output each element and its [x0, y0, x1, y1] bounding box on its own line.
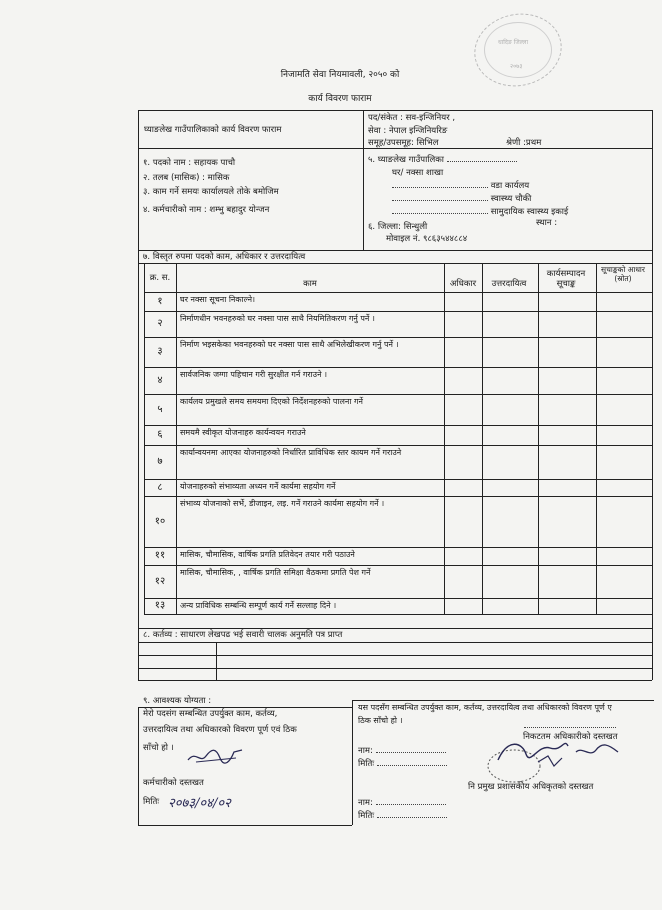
duties-row-line — [144, 445, 652, 446]
working-hours: ३. काम गर्ने समयः कार्यालयले तोके बमोजिम — [143, 187, 279, 197]
section7-heading: ७. विस्तृत रुपमा पदको काम, अधिकार र उत्तरदायित्व — [143, 252, 306, 262]
section8-top — [138, 628, 652, 629]
employee-statement-3: साँचो हो । — [143, 743, 174, 753]
office-name: ५. घ्याङलेख गाउँपालिका — [368, 156, 517, 166]
duty-row-work: मासिक, चौमासिक, वार्षिक प्रगति प्रतिवेदन तयार गरी पठाउने — [180, 550, 355, 559]
duty-row-sn: ४ — [157, 374, 163, 386]
duties-row-line — [144, 496, 652, 497]
supervisor-sign-dots — [524, 722, 616, 732]
section9-heading: ९. आवश्यक योग्यता : — [143, 696, 212, 706]
table-left-border — [138, 110, 139, 680]
supervisor-date-label: मितिः — [358, 760, 447, 770]
duty-row-work: मासिक, चौमासिक, , वार्षिक प्रगति समिक्षा वैठकमा प्रगति पेश गर्ने — [180, 568, 371, 577]
duties-row-line — [144, 614, 652, 615]
duties-col-line-4 — [538, 263, 539, 614]
form-title: घ्याङलेख गाउँपालिकाको कार्य विवरण फाराम — [144, 125, 282, 135]
post-name: १. पदको नाम : सहायक पाचौ — [143, 158, 236, 168]
seal-text-2: २०७३ — [510, 63, 523, 70]
duty-row-sn: १ — [157, 295, 163, 307]
section8-divider — [216, 642, 217, 680]
duties-col-line-1 — [176, 263, 177, 614]
duty-row-sn: ११ — [154, 550, 166, 561]
form-header-line2: कार्य विवरण फाराम — [308, 94, 372, 104]
title-cell-bottom — [138, 148, 363, 149]
table-mid-divider-top — [363, 110, 364, 250]
chief-name-label: नाम: — [358, 799, 446, 809]
employee-statement-1: मेरो पदसंग सम्बन्धित उपर्युक्त काम, कर्तव्य, — [143, 709, 278, 719]
duty-row-work: अन्य प्राविधिक सम्बन्धि सम्पूर्ण कार्य गर्ने सल्लाह दिने । — [180, 601, 337, 610]
chief-signature — [478, 732, 638, 788]
service-name: सेवा : नेपाल इन्जिनियरिङ — [368, 126, 448, 136]
duties-row-line — [144, 425, 652, 426]
section7-heading-bottom — [138, 263, 652, 264]
employee-signature — [186, 744, 246, 768]
employee-date-label: मितिः — [143, 797, 160, 807]
duties-col-line-3 — [482, 263, 483, 614]
col-header-work: काम — [303, 279, 317, 289]
seal-text-1: धादिङ जिल्ला — [498, 39, 529, 46]
col-header-sn: क्र. स. — [149, 273, 171, 283]
duties-row-line — [144, 311, 652, 312]
district: ६. जिल्ला: सिन्धुली — [368, 222, 428, 232]
col-header-authority: अधिकार — [449, 279, 477, 289]
duty-row-sn: ७ — [157, 456, 163, 467]
duties-row-line — [144, 598, 652, 599]
table-top-border — [138, 110, 652, 111]
branch-name: घर/ नक्सा शाखा — [392, 168, 444, 178]
duty-row-sn: १० — [154, 515, 166, 527]
chief-date-label: मितिः — [358, 812, 447, 822]
duty-row-sn: १३ — [154, 600, 166, 611]
community-health-unit: सामुदायिक स्वास्थ्य इकाई — [392, 208, 568, 218]
duties-col-line-2 — [444, 263, 445, 614]
duty-row-work: निर्माणधीन भवनहरुको घर नक्सा पास साथै नियमितिकरण गर्नु पर्ने । — [180, 314, 375, 323]
section8-heading: ८. कर्तव्य : साधारण लेखपढ भई सवारी चालक अनुमति पत्र प्राप्त — [143, 630, 343, 640]
col-header-responsibility: उत्तरदायित्व — [491, 279, 527, 289]
post-designation: पद/संकेत : सव-इन्जिनियर , — [368, 113, 456, 123]
section9-right-top — [352, 700, 654, 701]
duties-row-line — [144, 337, 652, 338]
employee-statement-2: उत्तरदायित्व तथा अधिकारको विवरण पूर्ण एवं ठिक — [143, 725, 297, 735]
duty-row-work: कार्यान्वयनमा आएका योजनाहरुको निर्धारित प्राविधिक स्तर कायम गर्ने गराउने — [180, 448, 402, 457]
section9-divider — [352, 700, 353, 825]
duty-row-work: कार्यलय प्रमुखले समय समयमा दिएको निर्देशनहरुको पालना गर्ने — [180, 397, 363, 406]
section8-bottom — [138, 680, 652, 681]
duty-row-work: योजनाहरुको संभाव्यता अध्यन गर्ने कार्यमा सहयोग गर्ने — [180, 482, 336, 491]
duties-row-line — [144, 394, 652, 395]
chief-sign-label: नि प्रमुख प्रशासकीय अधिकृतको दस्तखत — [468, 782, 594, 792]
salary: २. तलब (मासिक) : मासिक — [143, 173, 230, 183]
form-header-line1: निजामति सेवा नियमावली, २०५० को — [280, 70, 400, 80]
duties-col-line-6 — [652, 263, 653, 614]
col-header-source: सूचाङ्कको आधार (स्रोत) — [601, 265, 645, 283]
duties-row-line — [144, 479, 652, 480]
class-level: श्रेणी :प्रथम — [506, 138, 542, 148]
duties-row-line — [144, 547, 652, 548]
section9-left-border — [138, 707, 139, 825]
duties-header-bottom — [144, 292, 652, 293]
duties-col-line-5 — [596, 263, 597, 614]
duty-row-work: सार्वजनिक जग्गा पहिचान गरी सुरक्षीत गर्न गराउने । — [180, 370, 328, 379]
duty-row-work: घर नक्सा सूचना निकाल्ने। — [180, 295, 256, 304]
duty-row-sn: १२ — [154, 575, 166, 587]
duties-row-line — [144, 565, 652, 566]
ward-office: वडा कार्यलय — [392, 182, 529, 192]
duty-row-sn: ८ — [157, 481, 163, 493]
col-header-indicator: कार्यसम्पादन सूचाङ्क — [546, 269, 586, 289]
group-subgroup: समूह/उपसमूह: सिभिल — [368, 138, 439, 148]
duty-row-work: निर्माण भइसकेका भवनहरुको घर नक्सा पास साथै अभिलेखीकरण गर्नु पर्ने । — [180, 340, 399, 349]
employee-sign-label: कर्मचारीको दस्तखत — [143, 778, 204, 788]
duty-row-sn: ५ — [157, 403, 163, 415]
place: स्थान : — [536, 218, 558, 228]
section9-left-top — [138, 707, 352, 708]
duty-row-sn: ६ — [157, 429, 163, 440]
duty-row-sn: २ — [157, 318, 163, 329]
supervisor-statement-2: ठिक साँचो हो । — [358, 716, 403, 725]
duty-row-work: संभाव्य योजनाको सर्भे, डीजाइन, लइ. गर्ने गराउने कार्यमा सहयोग गर्ने । — [180, 499, 385, 508]
info-section-bottom — [138, 250, 652, 251]
employee-date-value: २०७३/०४/०२ — [168, 796, 231, 811]
duty-row-sn: ३ — [157, 346, 163, 357]
employee-name: ४. कर्मचारीको नाम : शम्भु बहादुर योन्जन — [143, 205, 270, 215]
health-post: स्वास्थ्य चौकी — [392, 195, 531, 205]
supervisor-name-label: नाम: — [358, 747, 446, 757]
mobile-number: मोवाइल नं. ९८६३५४४८८४ — [386, 234, 468, 244]
duties-row-line — [144, 367, 652, 368]
supervisor-statement-1: यस पदसँग सम्बन्धित उपर्युक्त काम, कर्तव्य, उत्तरदायित्व तथा अधिकारको विवरण पूर्ण ए — [358, 703, 612, 712]
section9-left-bottom — [138, 825, 352, 826]
duty-row-work: समयमै स्वीकृत योजनाहरु कार्यन्वयन गराउने — [180, 428, 306, 437]
supervisor-sign-label: निकटतम अधिकारीको दस्तखत — [523, 732, 618, 742]
